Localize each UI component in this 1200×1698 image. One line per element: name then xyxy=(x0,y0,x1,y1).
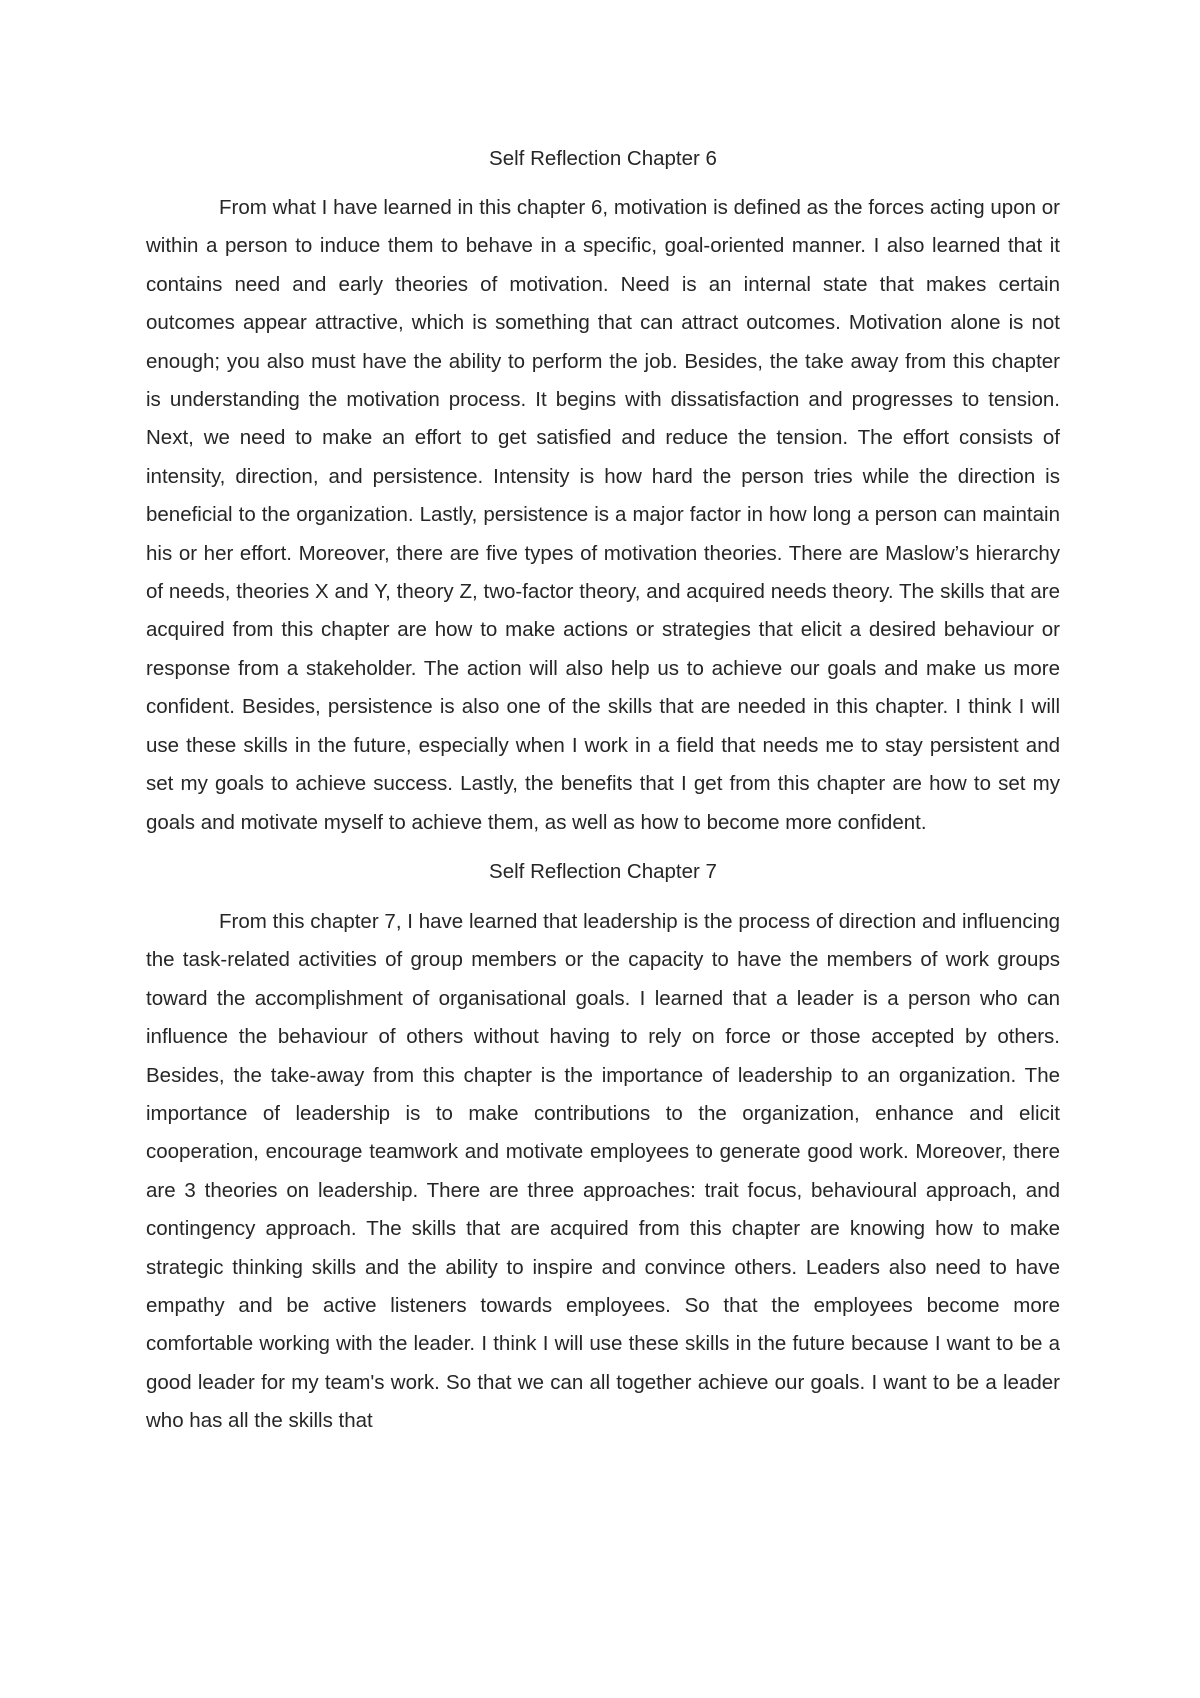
section-body-chapter-6: From what I have learned in this chapter 6, motivation is defined as the forces acting upon or within a person to induce them to behave in a specific, goal-oriented manner. I also learned that it contains need and early theories of motivation. Need is an internal state that makes certain outcomes appear attractive, which is something that can attract outcomes. Motivation alone is not enough; you also must have the ability to perform the job. Besides, the take away from this chapter is understanding the motivation process. It begins with dissatisfaction and progresses to tension. Next, we need to make an effort to get satisfied and reduce the tension. The effort consists of intensity, direction, and persistence. Intensity is how hard the person tries while the direction is beneficial to the organization. Lastly, persistence is a major factor in how long a person can maintain his or her effort. Moreover, there are five types of motivation theories. There are Maslow’s hierarchy of needs, theories X and Y, theory Z, two-factor theory, and acquired needs theory. The skills that are acquired from this chapter are how to make actions or strategies that elicit a desired behaviour or response from a stakeholder. The action will also help us to achieve our goals and make us more confident. Besides, persistence is also one of the skills that are needed in this chapter. I think I will use these skills in the future, especially when I work in a field that needs me to stay persistent and set my goals to achieve success. Lastly, the benefits that I get from this chapter are how to set my goals and motivate myself to achieve them, as well as how to become more confident. xyxy=(146,196,1060,834)
section-heading-chapter-7: Self Reflection Chapter 7 xyxy=(489,859,717,883)
document-content xyxy=(146,144,1060,1441)
section-body-chapter-7: From this chapter 7, I have learned that leadership is the process of direction and influencing the task-related activities of group members or the capacity to have the members of work groups toward the accomplishment of organisational goals. I learned that a leader is a person who can influence the behaviour of others without having to rely on force or those accepted by others. Besides, the take-away from this chapter is the importance of leadership to an organization. The importance of leadership is to make contributions to the organization, enhance and elicit cooperation, encourage teamwork and motivate employees to generate good work. Moreover, there are 3 theories on leadership. There are three approaches: trait focus, behavioural approach, and contingency approach. The skills that are acquired from this chapter are knowing how to make strategic thinking skills and the ability to inspire and convince others. Leaders also need to have empathy and be active listeners towards employees. So that the employees become more comfortable working with the leader. I think I will use these skills in the future because I want to be a good leader for my team's work. So that we can all together achieve our goals. I want to be a leader who has all the skills that xyxy=(146,909,1060,1433)
section-heading-chapter-6: Self Reflection Chapter 6 xyxy=(489,147,717,170)
